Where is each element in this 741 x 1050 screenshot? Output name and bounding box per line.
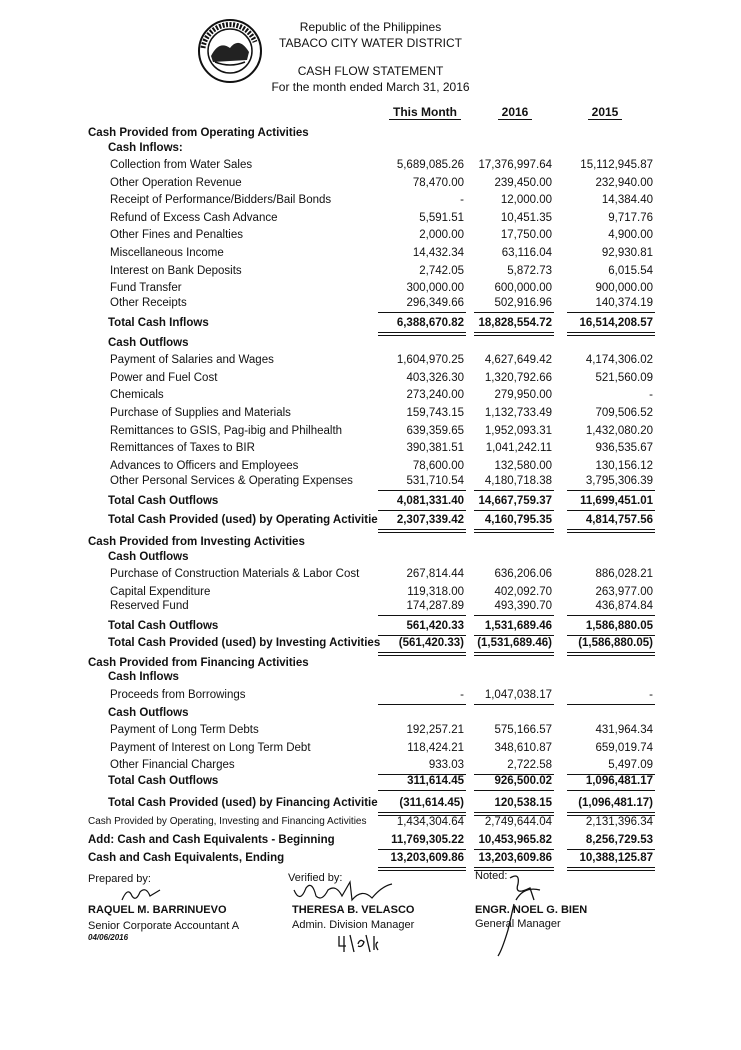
row-value-col3: 4,174,306.02 [585, 354, 653, 366]
row-value-col2: 402,092.70 [494, 586, 552, 598]
table-row [0, 126, 741, 140]
table-row [0, 353, 741, 367]
row-label: Reserved Fund [110, 600, 189, 612]
total-underline [378, 652, 466, 653]
row-label: Receipt of Performance/Bidders/Bail Bonds [110, 194, 332, 206]
row-value-col3: 9,717.76 [608, 212, 653, 224]
row-label: Payment of Salaries and Wages [110, 354, 274, 366]
row-value-col3: 886,028.21 [595, 568, 653, 580]
row-value-col1: (311,614.45) [399, 797, 464, 809]
row-value-col2: 1,952,093.31 [484, 425, 552, 437]
row-value-col3: (1,586,880.05) [578, 637, 653, 649]
row-value-col1: 933.03 [428, 759, 464, 771]
row-value-col3: 10,388,125.87 [579, 852, 653, 864]
row-label: Power and Fuel Cost [110, 372, 218, 384]
row-value-col1: 6,388,670.82 [396, 317, 464, 329]
row-label: Cash Outflows [108, 337, 189, 349]
table-row [0, 459, 741, 473]
row-value-col3: 92,930.81 [601, 247, 653, 259]
row-value-col3: 431,964.34 [595, 724, 653, 736]
row-label: Other Fines and Penalties [110, 229, 243, 241]
row-value-col1: (561,420.33) [398, 637, 464, 649]
total-underline [567, 704, 655, 705]
total-underline [567, 870, 655, 871]
table-row [0, 619, 741, 633]
row-label: Payment of Interest on Long Term Debt [110, 742, 311, 754]
total-underline [567, 615, 655, 616]
total-underline [378, 849, 466, 850]
total-underline [474, 652, 554, 653]
row-label: Total Cash Outflows [108, 620, 219, 632]
row-value-col2: 17,376,997.64 [478, 159, 552, 171]
row-value-col1: 311,614.45 [407, 775, 464, 787]
total-underline [567, 790, 655, 791]
total-underline [378, 812, 466, 813]
row-value-col2: 926,500.02 [494, 775, 552, 787]
organization-name: TABACO CITY WATER DISTRICT [279, 36, 462, 50]
total-underline [474, 704, 554, 705]
row-value-col1: 78,470.00 [412, 177, 464, 189]
row-value-col1: 192,257.21 [406, 724, 464, 736]
row-value-col2: 12,000.00 [500, 194, 552, 206]
row-value-col2: 5,872.73 [507, 265, 552, 277]
row-label: Payment of Long Term Debts [110, 724, 259, 736]
verified-by-signature [292, 878, 402, 906]
prepared-by-date: 04/06/2016 [88, 933, 129, 942]
row-label: Cash Provided from Operating Activities [88, 127, 309, 139]
table-row [0, 688, 741, 702]
row-label: Add: Cash and Cash Equivalents - Beginning [88, 834, 335, 846]
total-underline [474, 490, 554, 491]
total-underline [567, 812, 655, 813]
prepared-by-caption: Prepared by: [88, 873, 151, 885]
row-label: Miscellaneous Income [110, 247, 224, 259]
total-underline [567, 532, 655, 533]
row-label: Cash Inflows [108, 671, 179, 683]
row-value-col3: 14,384.40 [601, 194, 653, 206]
table-row [0, 535, 741, 549]
verified-by-name: THERESA B. VELASCO [292, 904, 415, 916]
row-label: Remittances to GSIS, Pag-ibig and Philhealth [110, 425, 343, 437]
table-row [0, 406, 741, 420]
row-value-col2: 502,916.96 [494, 297, 552, 309]
total-underline [378, 529, 466, 530]
table-row [0, 264, 741, 278]
row-value-col3: 130,156.12 [595, 460, 653, 472]
table-row [0, 424, 741, 438]
total-underline [567, 849, 655, 850]
row-value-col3: 936,535.67 [595, 442, 653, 454]
row-value-col2: 279,950.00 [494, 389, 552, 401]
row-label: Total Cash Outflows [108, 775, 219, 787]
row-label: Other Personal Services & Operating Expenses [110, 475, 353, 487]
row-value-col1: 14,432.34 [412, 247, 464, 259]
total-underline [474, 867, 554, 868]
table-row [0, 336, 741, 350]
total-underline [474, 332, 554, 333]
row-label: Capital Expenditure [110, 586, 211, 598]
row-value-col1: - [460, 194, 464, 206]
total-underline [567, 490, 655, 491]
row-value-col2: 1,041,242.11 [485, 442, 552, 454]
total-underline [378, 532, 466, 533]
row-value-col1: 2,742.05 [419, 265, 464, 277]
republic-line: Republic of the Philippines [299, 20, 442, 34]
table-row [0, 706, 741, 720]
row-value-col3: 6,015.54 [608, 265, 653, 277]
total-underline [567, 529, 655, 530]
total-underline [378, 510, 466, 511]
row-value-col3: 140,374.19 [595, 297, 653, 309]
table-row [0, 567, 741, 581]
total-underline [567, 867, 655, 868]
row-value-col3: 1,096,481.17 [585, 775, 653, 787]
row-value-col2: 63,116.04 [501, 247, 552, 259]
row-label: Total Cash Provided (used) by Investing Activities [108, 637, 381, 649]
row-value-col1: 4,081,331.40 [396, 495, 464, 507]
row-label: Total Cash Outflows [108, 495, 219, 507]
total-underline [567, 332, 655, 333]
row-value-col3: 4,814,757.56 [585, 514, 653, 526]
row-label: Total Cash Inflows [108, 317, 209, 329]
row-value-col2: 493,390.70 [494, 600, 552, 612]
row-label: Purchase of Construction Materials & Labor Cost [110, 568, 360, 580]
row-label: Other Receipts [110, 297, 187, 309]
row-value-col1: 273,240.00 [406, 389, 464, 401]
table-row [0, 316, 741, 330]
row-value-col1: 78,600.00 [412, 460, 464, 472]
total-underline [474, 532, 554, 533]
total-underline [474, 812, 554, 813]
row-value-col3: 8,256,729.53 [585, 834, 653, 846]
row-value-col1: 119,318.00 [407, 586, 464, 598]
row-value-col1: 1,604,970.25 [396, 354, 464, 366]
row-value-col1: 13,203,609.86 [390, 852, 464, 864]
row-value-col2: 17,750.00 [500, 229, 552, 241]
row-value-col1: 1,434,304.64 [396, 816, 464, 828]
row-value-col3: - [649, 389, 653, 401]
table-row [0, 141, 741, 155]
table-row [0, 296, 741, 310]
row-value-col3: 1,432,080.20 [585, 425, 653, 437]
row-value-col1: 5,591.51 [419, 212, 464, 224]
table-row [0, 815, 741, 829]
total-underline [474, 849, 554, 850]
row-value-col3: 11,699,451.01 [580, 495, 653, 507]
row-label: Cash Provided from Investing Activities [88, 536, 305, 548]
row-value-col1: 296,349.66 [406, 297, 464, 309]
row-value-col3: (1,096,481.17) [578, 797, 653, 809]
table-row [0, 796, 741, 810]
row-value-col2: 2,749,644.04 [484, 816, 552, 828]
row-value-col2: 13,203,609.86 [478, 852, 552, 864]
total-underline [474, 510, 554, 511]
row-value-col3: 3,795,306.39 [585, 475, 653, 487]
table-row [0, 441, 741, 455]
row-value-col3: 1,586,880.05 [585, 620, 653, 632]
row-value-col3: 263,977.00 [595, 586, 653, 598]
row-label: Fund Transfer [110, 282, 182, 294]
table-row [0, 758, 741, 772]
prepared-by-title: Senior Corporate Accountant A [88, 920, 240, 932]
row-value-col1: 531,710.54 [406, 475, 464, 487]
noted-by-name: ENGR. NOEL G. BIEN [475, 904, 588, 916]
total-underline [474, 615, 554, 616]
row-label: Cash and Cash Equivalents, Ending [88, 852, 285, 864]
statement-title: CASH FLOW STATEMENT [297, 64, 444, 78]
table-row [0, 599, 741, 613]
verified-by-title: Admin. Division Manager [292, 919, 415, 931]
row-label: Other Operation Revenue [110, 177, 242, 189]
table-row [0, 388, 741, 402]
table-row [0, 281, 741, 295]
total-underline [378, 790, 466, 791]
table-row [0, 723, 741, 737]
row-label: Collection from Water Sales [110, 159, 253, 171]
row-label: Cash Outflows [108, 551, 189, 563]
row-label: Interest on Bank Deposits [110, 265, 242, 277]
row-value-col2: 4,160,795.35 [484, 514, 552, 526]
noted-by-title: General Manager [475, 918, 561, 930]
table-row [0, 158, 741, 172]
row-value-col2: 1,047,038.17 [484, 689, 552, 701]
total-underline [474, 529, 554, 530]
table-row [0, 833, 741, 847]
row-value-col2: 120,538.15 [494, 797, 552, 809]
row-value-col3: 16,514,208.57 [579, 317, 653, 329]
row-value-col1: 403,326.30 [406, 372, 464, 384]
total-underline [378, 615, 466, 616]
table-row [0, 246, 741, 260]
row-value-col1: 174,287.89 [406, 600, 464, 612]
row-value-col2: 10,453,965.82 [478, 834, 552, 846]
row-value-col2: 600,000.00 [494, 282, 552, 294]
row-value-col3: 709,506.52 [595, 407, 653, 419]
row-value-col2: 132,580.00 [494, 460, 552, 472]
total-underline [474, 790, 554, 791]
row-value-col1: 639,359.65 [406, 425, 464, 437]
row-value-col3: 5,497.09 [608, 759, 653, 771]
row-value-col1: 2,307,339.42 [396, 514, 464, 526]
row-label: Refund of Excess Cash Advance [110, 212, 278, 224]
table-row [0, 474, 741, 488]
table-row [0, 670, 741, 684]
noted-by-caption: Noted: [475, 870, 508, 882]
row-value-col1: 267,814.44 [406, 568, 464, 580]
row-value-col1: 11,769,305.22 [391, 834, 464, 846]
row-label: Advances to Officers and Employees [110, 460, 299, 472]
total-underline [378, 867, 466, 868]
row-label: Remittances of Taxes to BIR [110, 442, 255, 454]
row-value-col3: 4,900.00 [608, 229, 653, 241]
row-label: Chemicals [110, 389, 164, 401]
verified-handwritten-date [336, 932, 384, 954]
total-underline [378, 332, 466, 333]
row-value-col1: 561,420.33 [406, 620, 464, 632]
row-value-col2: 2,722.58 [507, 759, 552, 771]
total-underline [567, 652, 655, 653]
table-row [0, 228, 741, 242]
row-label: Cash Provided by Operating, Investing and Financing Activities [88, 816, 367, 827]
total-underline [378, 490, 466, 491]
verified-by-caption: Verified by: [288, 872, 343, 884]
row-value-col2: 14,667,759.37 [478, 495, 552, 507]
row-label: Cash Inflows: [108, 142, 183, 154]
total-underline [378, 704, 466, 705]
table-row [0, 851, 741, 865]
total-underline [567, 510, 655, 511]
column-header-2016: 2016 [485, 105, 545, 119]
table-row [0, 741, 741, 755]
table-row [0, 636, 741, 650]
row-label: Other Financial Charges [110, 759, 235, 771]
row-value-col2: (1,531,689.46) [477, 637, 552, 649]
table-row [0, 176, 741, 190]
row-value-col3: 659,019.74 [595, 742, 653, 754]
row-value-col2: 1,132,733.49 [484, 407, 552, 419]
row-value-col1: 390,381.51 [406, 442, 464, 454]
row-value-col2: 636,206.06 [494, 568, 552, 580]
row-value-col3: 436,874.84 [595, 600, 653, 612]
total-underline [567, 312, 655, 313]
row-value-col2: 4,627,649.42 [484, 354, 552, 366]
row-value-col3: 232,940.00 [595, 177, 653, 189]
row-value-col1: 300,000.00 [406, 282, 464, 294]
row-value-col3: 521,560.09 [595, 372, 653, 384]
column-header-2015: 2015 [575, 105, 635, 119]
total-underline [474, 312, 554, 313]
row-value-col3: - [649, 689, 653, 701]
row-label: Cash Outflows [108, 707, 189, 719]
table-row [0, 513, 741, 527]
prepared-by-signature [120, 882, 170, 906]
row-label: Purchase of Supplies and Materials [110, 407, 291, 419]
table-row [0, 211, 741, 225]
table-row [0, 585, 741, 599]
row-value-col2: 10,451.35 [500, 212, 552, 224]
row-label: Cash Provided from Financing Activities [88, 657, 309, 669]
row-value-col1: 118,424.21 [407, 742, 464, 754]
row-value-col2: 1,320,792.66 [484, 372, 552, 384]
table-row [0, 494, 741, 508]
row-value-col2: 239,450.00 [494, 177, 552, 189]
table-row [0, 371, 741, 385]
row-value-col2: 18,828,554.72 [478, 317, 552, 329]
table-row [0, 656, 741, 670]
row-value-col2: 1,531,689.46 [484, 620, 552, 632]
row-value-col2: 348,610.87 [494, 742, 552, 754]
total-underline [378, 870, 466, 871]
row-label: Total Cash Provided (used) by Financing Activitie [108, 797, 378, 809]
row-value-col1: 5,689,085.26 [396, 159, 464, 171]
table-row [0, 550, 741, 564]
row-label: Total Cash Provided (used) by Operating Activitie [108, 514, 378, 526]
table-row [0, 193, 741, 207]
row-value-col2: 4,180,718.38 [484, 475, 552, 487]
row-value-col1: 159,743.15 [406, 407, 464, 419]
row-value-col3: 900,000.00 [595, 282, 653, 294]
total-underline [378, 312, 466, 313]
table-row [0, 774, 741, 788]
row-value-col1: - [460, 689, 464, 701]
column-header-this-month: This Month [380, 105, 470, 119]
row-label: Proceeds from Borrowings [110, 689, 246, 701]
statement-period: For the month ended March 31, 2016 [271, 80, 470, 94]
row-value-col1: 2,000.00 [419, 229, 464, 241]
row-value-col3: 2,131,396.34 [585, 816, 653, 828]
row-value-col2: 575,166.57 [494, 724, 552, 736]
row-value-col3: 15,112,945.87 [580, 159, 653, 171]
prepared-by-name: RAQUEL M. BARRINUEVO [88, 904, 227, 916]
